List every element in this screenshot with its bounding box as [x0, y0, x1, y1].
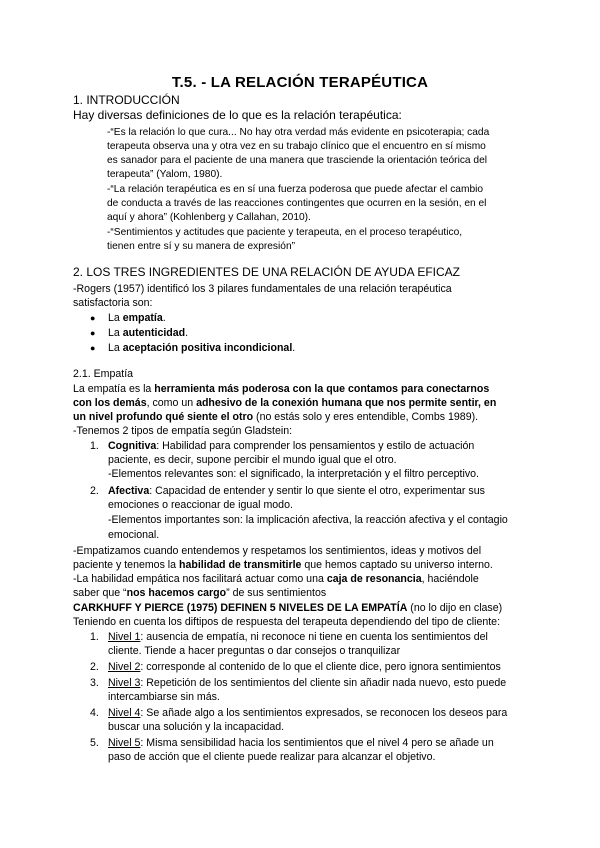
type-line: emocional.: [108, 529, 160, 541]
quote-3-line-2: tienen entre sí y su manera de expresión”: [107, 241, 296, 252]
level-2: Nivel 2: corresponde al contenido de lo que el cliente dice, pero ignora sentimientos: [108, 661, 501, 673]
section-2-1-heading: 2.1. Empatía: [73, 368, 134, 380]
quote-1-line-2: terapeuta observa una y otra vez en su trabajo clínico que el encuentro en sí mismo: [107, 141, 486, 152]
quote-1-line-4: terapeuta” (Yalom, 1980).: [107, 169, 223, 180]
quote-1-line-1: -“Es la relación lo que cura... No hay otra verdad más evidente en psicoterapia; cada: [107, 127, 490, 138]
empathy-p3-line-1: -La habilidad empática nos facilitará actuar como una caja de resonancia, haciéndole: [73, 573, 479, 585]
section-2-heading: 2. LOS TRES INGREDIENTES DE UNA RELACIÓN DE AYUDA EFICAZ: [73, 265, 460, 279]
level-line: buscar una solución y la incapacidad.: [108, 721, 285, 733]
list-number: 1.: [90, 631, 99, 643]
level-line: cliente. Tiende a hacer preguntas o dar consejos o tranquilizar: [108, 645, 401, 657]
level-1: Nivel 1: ausencia de empatía, ni reconoce ni tiene en cuenta los sentimientos del: [108, 631, 488, 643]
type-line: emociones o reaccionar de igual modo.: [108, 499, 293, 511]
list-number: 5.: [90, 737, 99, 749]
bullet-item: La empatía.: [108, 312, 166, 324]
type-line: -Elementos importantes son: la implicación afectiva, la reacción afectiva y el contagio: [108, 514, 508, 526]
list-number: 2.: [90, 485, 99, 497]
bullet-dot: ●: [90, 343, 96, 353]
level-line: intercambiarse sin más.: [108, 691, 220, 703]
quote-3-line-1: -“Sentimientos y actitudes que paciente y terapeuta, en el proceso terapéutico,: [107, 227, 463, 238]
section-1-heading: 1. INTRODUCCIÓN: [73, 93, 180, 107]
empathy-line-4: -Tenemos 2 tipos de empatía según Gladstein:: [73, 425, 293, 437]
section-1-intro: Hay diversas definiciones de lo que es la relación terapéutica:: [73, 108, 402, 122]
empathy-p2-line-1: -Empatizamos cuando entendemos y respetamos los sentimientos, ideas y motivos del: [73, 545, 482, 557]
quote-1-line-3: es sanador para el paciente de una manera que trasciende la orientación teórica del: [107, 155, 488, 166]
carkhuff-heading: CARKHUFF Y PIERCE (1975) DEFINEN 5 NIVELES DE LA EMPATÍA (no lo dijo en clase): [73, 602, 503, 614]
type-cognitiva: Cognitiva: Habilidad para comprender los pensamientos y estilo de actuación: [108, 440, 475, 452]
levels-intro: Teniendo en cuenta los diftipos de respuesta del terapeuta dependiendo del tipo de cliente:: [73, 616, 501, 628]
bullet-dot: ●: [90, 313, 96, 323]
section-2-p-line-1: -Rogers (1957) identificó los 3 pilares fundamentales de una relación terapéutica: [73, 283, 452, 295]
type-line: -Elementos relevantes son: el significado, la interpretación y el filtro perceptivo.: [108, 468, 479, 480]
type-afectiva: Afectiva: Capacidad de entender y sentir lo que siente el otro, experimentar sus: [108, 485, 485, 497]
page-title: T.5. - LA RELACIÓN TERAPÉUTICA: [171, 74, 429, 91]
bullet-dot: ●: [90, 328, 96, 338]
list-number: 4.: [90, 707, 99, 719]
level-5: Nivel 5: Misma sensibilidad hacia los sentimientos que el nivel 4 pero se añade un: [108, 737, 494, 749]
list-number: 1.: [90, 440, 99, 452]
section-2-p-line-2: satisfactoria son:: [73, 297, 153, 309]
level-line: paso de acción que el cliente puede realizar para alcanzar el objetivo.: [108, 751, 436, 763]
level-3: Nivel 3: Repetición de los sentimientos del cliente sin añadir nada nuevo, esto puede: [108, 677, 507, 689]
empathy-line-2: con los demás, como un adhesivo de la conexión humana que nos permite sentir, en: [73, 397, 497, 409]
level-4: Nivel 4: Se añade algo a los sentimientos expresados, se reconocen los deseos para: [108, 707, 508, 719]
type-line: paciente, es decir, supone percibir el mundo igual que el otro.: [108, 454, 397, 466]
list-number: 2.: [90, 661, 99, 673]
quote-2-line-2: de conducta a través de las reacciones contingentes que ocurren en la sesión, en el: [107, 198, 487, 209]
quote-2-line-3: aquí y ahora” (Kohlenberg y Callahan, 2010).: [107, 212, 311, 223]
empathy-line-3: un nivel profundo qué siente el otro (no estás solo y eres entendible, Combs 1989).: [73, 411, 479, 423]
list-number: 3.: [90, 677, 99, 689]
bullet-item: La aceptación positiva incondicional.: [108, 342, 296, 354]
bullet-item: La autenticidad.: [108, 327, 189, 339]
empathy-p2-line-2: paciente y tenemos la habilidad de transmitirle que hemos captado su universo interno.: [73, 559, 493, 571]
empathy-p3-line-2: saber que “nos hacemos cargo” de sus sentimientos: [73, 587, 327, 599]
empathy-line-1: La empatía es la herramienta más poderosa con la que contamos para conectarnos: [73, 383, 490, 395]
quote-2-line-1: -“La relación terapéutica es en sí una fuerza poderosa que puede afectar el cambio: [107, 184, 484, 195]
